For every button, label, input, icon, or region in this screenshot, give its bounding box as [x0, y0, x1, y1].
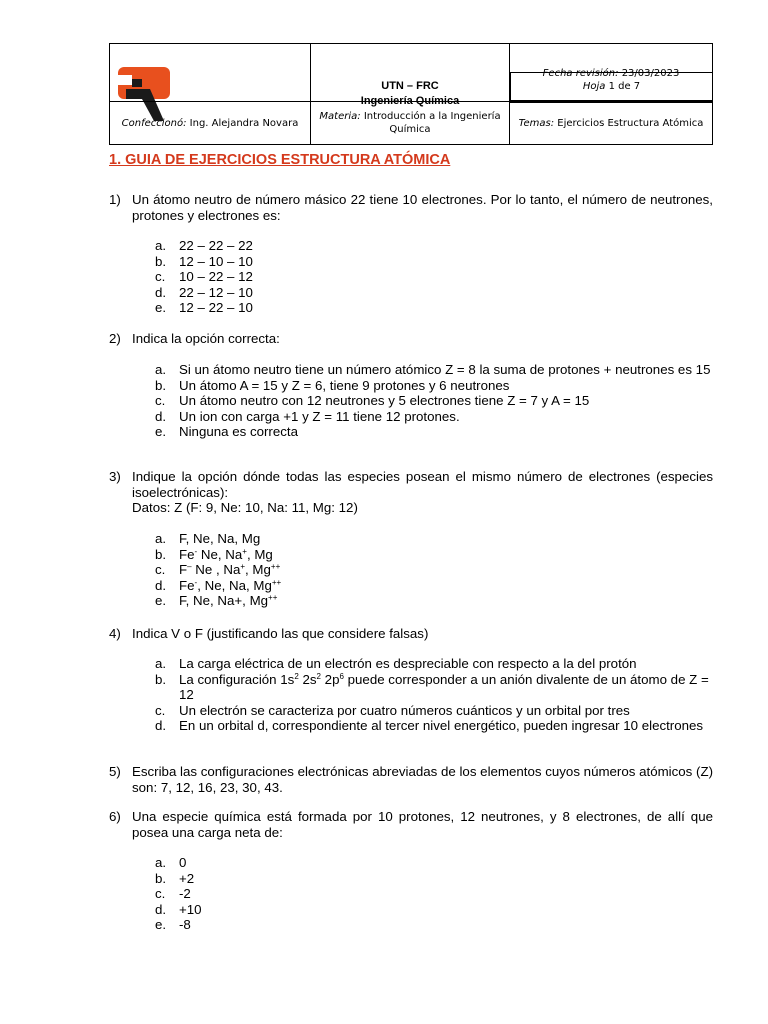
option-item [155, 300, 715, 316]
option-letter: d. [155, 284, 167, 300]
option-item [155, 378, 715, 394]
option-letter: c. [155, 702, 166, 718]
option-letter: b. [155, 377, 167, 393]
institution-name: UTN – FRC [381, 80, 439, 92]
option-item [155, 285, 715, 301]
question-number: 6) [109, 809, 121, 824]
option-item [155, 855, 715, 871]
option-item [155, 254, 715, 270]
option-text: La configuración $1s^2$ $2s^2$ $2p^6$ puede corresponder a un anión divalente de un átomo de Z = 12 [179, 671, 709, 702]
question-5 [109, 764, 713, 795]
option-letter: e. [155, 917, 167, 932]
option-text: Ninguna es correcta [179, 424, 298, 439]
option-text: F– Ne , Na+, Mg++ [179, 562, 281, 577]
option-item [155, 531, 715, 547]
option-text: 10 – 22 – 12 [179, 269, 253, 284]
question-text: Un átomo neutro de número másico 22 tiene 10 electrones. Por lo tanto, el número de neutrones, protones y electrones es: [132, 192, 713, 223]
option-text: -2 [179, 886, 191, 901]
option-text: Un átomo neutro con 12 neutrones y 5 electrones tiene Z = 7 y A = 15 [179, 393, 590, 408]
option-item [155, 562, 715, 578]
option-text: Fe- Ne, Na+, Mg [179, 546, 273, 562]
option-letter: a. [155, 238, 167, 253]
author-label: Confeccionó: [121, 117, 187, 129]
option-item [155, 362, 715, 378]
question-text: Indique la opción dónde todas las especies posean el mismo número de electrones (especies isoelectrónicas): [132, 469, 713, 500]
q4-options [155, 656, 715, 734]
option-text: Un electrón se caracteriza por cuatro números cuánticos y un orbital por tres [179, 702, 630, 718]
option-text: Un ion con carga +1 y Z = 11 tiene 12 protones. [179, 408, 460, 424]
q3-options [155, 531, 715, 609]
option-text: +2 [179, 870, 195, 886]
option-item [155, 593, 715, 609]
option-letter: c. [155, 562, 166, 577]
option-text: 22 – 22 – 22 [179, 238, 253, 253]
option-text: 12 – 22 – 10 [179, 300, 253, 315]
option-item [155, 871, 715, 887]
department-name: Ingeniería Química [360, 95, 460, 107]
option-text: -8 [179, 917, 191, 932]
question-3 [109, 469, 713, 516]
option-item [155, 238, 715, 254]
subject-cell [311, 102, 510, 145]
option-letter: b. [155, 671, 167, 687]
topics-value: Ejercicios Estructura Atómica [557, 117, 704, 129]
sheet-table [510, 72, 713, 101]
option-item [155, 917, 715, 933]
option-text: Fe-, Ne, Na, Mg++ [179, 577, 282, 593]
question-text: Indica la opción correcta: [132, 331, 280, 346]
option-letter: d. [155, 901, 167, 917]
option-item [155, 409, 715, 425]
topics-label: Temas: [518, 117, 555, 129]
topics-cell [510, 102, 713, 145]
question-1 [109, 192, 713, 223]
author-cell [110, 102, 311, 145]
sheet-value: 1 de 7 [608, 81, 641, 92]
question-data-line: Datos: Z (F: 9, Ne: 10, Na: 11, Mg: 12) [132, 500, 358, 515]
option-text: 0 [179, 855, 187, 870]
question-text: Escriba las configuraciones electrónicas abreviadas de los elementos cuyos números atómicos (Z) son: 7, 12, 16, 23, 30, 43. [132, 764, 713, 795]
option-item [155, 424, 715, 440]
option-text: La carga eléctrica de un electrón es despreciable con respecto a la del protón [179, 656, 637, 671]
option-text: Un átomo A = 15 y Z = 6, tiene 9 protones y 6 neutrones [179, 377, 510, 393]
option-text: Si un átomo neutro tiene un número atómico Z = 8 la suma de protones + neutrones es 15 [179, 362, 711, 377]
page-title: 1. GUIA DE EJERCICIOS ESTRUCTURA ATÓMICA [109, 152, 451, 168]
option-text: En un orbital d, correspondiente al tercer nivel energético, pueden ingresar 10 electrones [179, 718, 704, 733]
option-item [155, 547, 715, 563]
question-4 [109, 626, 713, 642]
question-number: 4) [109, 626, 121, 641]
option-letter: b. [155, 546, 167, 562]
question-number: 3) [109, 469, 121, 484]
question-6 [109, 809, 713, 840]
sheet-label: Hoja [582, 81, 606, 92]
option-item [155, 703, 715, 719]
option-text: +10 [179, 901, 202, 917]
option-item [155, 656, 715, 672]
question-text: Una especie química está formada por 10 protones, 12 neutrones, y 8 electrones, de allí que posea una carga neta de: [132, 809, 713, 840]
option-letter: e. [155, 424, 167, 439]
option-letter: c. [155, 886, 166, 901]
revision-label: Fecha revisión: [542, 67, 619, 79]
option-item [155, 393, 715, 409]
option-text: F, Ne, Na, Mg [179, 531, 261, 546]
option-item [155, 672, 715, 703]
option-letter: e. [155, 593, 167, 608]
option-text: 22 – 12 – 10 [179, 284, 253, 300]
option-letter: b. [155, 870, 167, 886]
option-letter: a. [155, 855, 167, 870]
option-letter: c. [155, 393, 166, 408]
option-item [155, 269, 715, 285]
author-value: Ing. Alejandra Novara [189, 117, 299, 129]
option-letter: b. [155, 253, 167, 269]
option-item [155, 578, 715, 594]
option-letter: d. [155, 408, 167, 424]
subject-label: Materia: [319, 111, 361, 122]
option-letter: a. [155, 531, 167, 546]
q1-options [155, 238, 715, 316]
q2-options [155, 362, 715, 440]
question-2 [109, 331, 713, 347]
option-item [155, 886, 715, 902]
option-item [155, 902, 715, 918]
option-text: 12 – 10 – 10 [179, 253, 253, 269]
option-letter: d. [155, 718, 167, 733]
sheet-cell [511, 73, 713, 101]
question-text: Indica V o F (justificando las que considere falsas) [132, 626, 429, 641]
option-letter: a. [155, 362, 167, 377]
question-number: 1) [109, 192, 121, 207]
option-item [155, 718, 715, 734]
question-number: 2) [109, 331, 121, 346]
subject-value: Introducción a la Ingeniería Química [363, 111, 501, 135]
header-row-2 [109, 101, 713, 145]
q6-options [155, 855, 715, 933]
option-letter: e. [155, 300, 167, 315]
revision-date: 23/03/2023 [621, 67, 680, 79]
option-letter: c. [155, 269, 166, 284]
option-text: F, Ne, Na+, Mg++ [179, 593, 278, 608]
question-number: 5) [109, 764, 121, 779]
option-letter: d. [155, 577, 167, 593]
option-letter: a. [155, 656, 167, 671]
